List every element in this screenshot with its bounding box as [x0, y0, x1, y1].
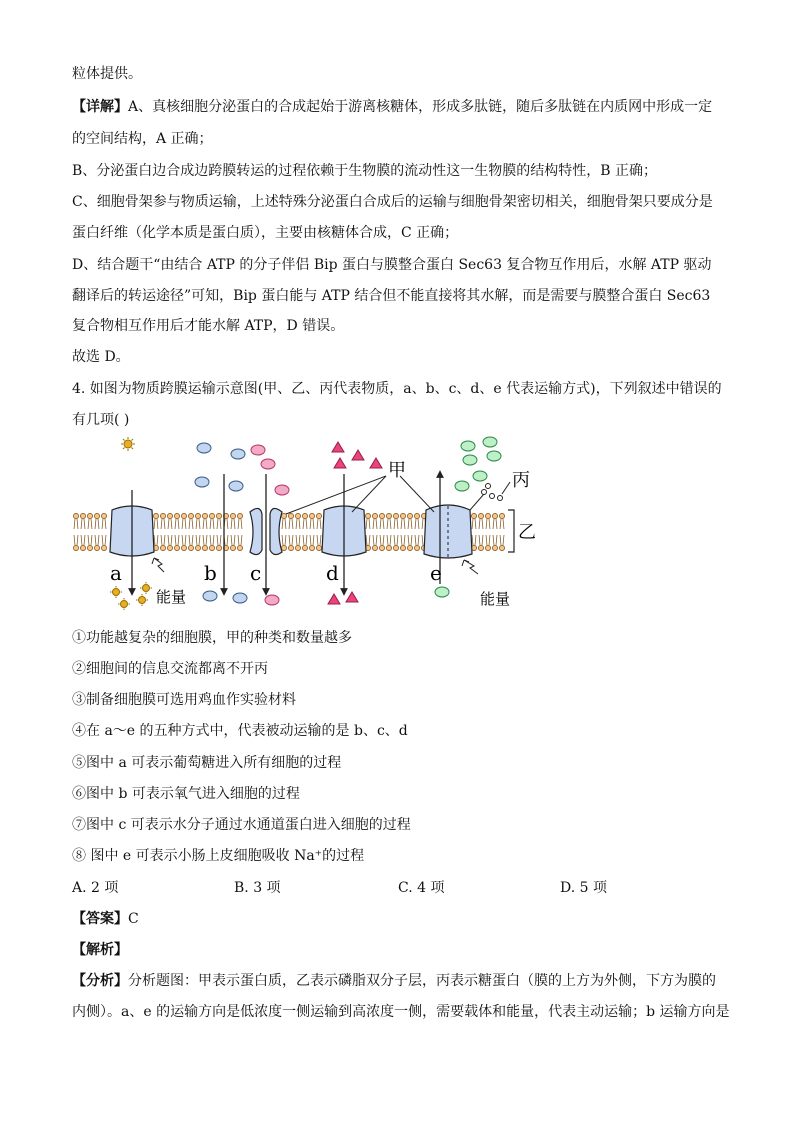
- text-line: B、分泌蛋白边合成边跨膜转运的过程依赖于生物膜的流动性这一生物膜的结构特性，B 正确；: [72, 163, 658, 179]
- detail-paragraph: [72, 97, 724, 117]
- statement-6: ⑥图中 b 可表示氧气进入细胞的过程: [72, 786, 300, 802]
- text-line: C、细胞骨架参与物质运输，上述特殊分泌蛋白合成后的运输与细胞骨架密切相关，细胞骨架只要成分是: [72, 194, 713, 210]
- blue-molecules-outside: [195, 443, 245, 491]
- text-line: 的空间结构，A 正确；: [72, 131, 213, 147]
- question-4-stem-cont: 有几项( ): [72, 412, 130, 428]
- text-line: 复合物相互作用后才能水解 ATP，D 错误。: [72, 318, 345, 334]
- text-line: 粒体提供。: [72, 66, 142, 82]
- pink-molecules-outside: [251, 445, 289, 495]
- statement-2: ②细胞间的信息交流都离不开丙: [72, 661, 268, 677]
- text-line: 故选 D。: [72, 349, 130, 365]
- sun-molecules-outside: [121, 437, 135, 451]
- statement-1: ①功能越复杂的细胞膜，甲的种类和数量越多: [72, 630, 352, 646]
- option-b[interactable]: B. 3 项: [234, 880, 281, 896]
- bilayer-bracket: [508, 510, 514, 552]
- option-c[interactable]: C. 4 项: [398, 880, 445, 896]
- text-line: 翻译后的转运途径”可知，Bip 蛋白能与 ATP 结合但不能直接将其水解，而是需要与膜整合蛋白 Sec63: [72, 288, 711, 304]
- answer-line: [72, 909, 724, 929]
- text-span: A、真核细胞分泌蛋白的合成起始于游离核糖体，形成多肽链，随后多肽链在内质网中形成一定: [128, 99, 713, 115]
- statement-7: ⑦图中 c 可表示水分子通过水通道蛋白进入细胞的过程: [72, 817, 411, 833]
- glycoprotein: [470, 482, 510, 510]
- energy-bolt-left: [154, 558, 164, 572]
- triangle-molecules-inside: [328, 592, 358, 604]
- green-molecules-inside: [435, 587, 449, 597]
- answer-options: [72, 877, 724, 897]
- label-a: a: [110, 561, 122, 585]
- text-line: D、结合题干“由结合 ATP 的分子伴侣 Bip 蛋白与膜整合蛋白 Sec63 复合物互作用后，水解 ATP 驱动: [72, 257, 712, 273]
- label-e: e: [430, 561, 442, 585]
- text-line: 内侧）。a、e 的运输方向是低浓度一侧运输到高浓度一侧，需要载体和能量，代表主动运输；b 运输方向是: [72, 1004, 730, 1020]
- statement-3: ③制备细胞膜可选用鸡血作实验材料: [72, 692, 296, 708]
- label-bing: 丙: [512, 470, 530, 491]
- sun-molecules-inside: [110, 582, 152, 610]
- detail-tag: 【详解】: [72, 99, 128, 115]
- label-c: c: [250, 561, 262, 585]
- text-span: 分析题图：甲表示蛋白质，乙表示磷脂双分子层，丙表示糖蛋白（膜的上方为外侧，下方为膜的: [128, 973, 716, 989]
- green-molecules-outside: [455, 437, 501, 491]
- membrane-transport-diagram: [70, 432, 550, 612]
- analysis-tag: 【解析】: [72, 942, 128, 958]
- label-d: d: [326, 561, 339, 585]
- answer-tag: 【答案】: [72, 911, 128, 927]
- blue-molecules-inside: [203, 591, 247, 603]
- energy-label-left: 能量: [156, 588, 187, 606]
- statement-5: ⑤图中 a 可表示葡萄糖进入所有细胞的过程: [72, 755, 342, 771]
- triangle-molecules-outside: [332, 442, 382, 468]
- label-jia: 甲: [388, 460, 406, 481]
- statement-4: ④在 a～e 的五种方式中，代表被动运输的是 b、c、d: [72, 723, 408, 739]
- analysis-paragraph: [72, 971, 724, 991]
- option-d[interactable]: D. 5 项: [560, 880, 607, 896]
- option-a[interactable]: A. 2 项: [72, 880, 119, 896]
- analysis-sub-tag: 【分析】: [72, 973, 128, 989]
- text-line: 蛋白纤维（化学本质是蛋白质），主要由核糖体合成，C 正确；: [72, 225, 459, 241]
- label-yi: 乙: [518, 522, 536, 543]
- energy-label-right: 能量: [480, 590, 511, 608]
- energy-bolt-right: [464, 560, 478, 574]
- question-4-stem: 4. 如图为物质跨膜运输示意图(甲、乙、丙代表物质，a、b、c、d、e 代表运输方式)，下列叙述中错误的: [72, 381, 722, 397]
- answer-value: C: [128, 911, 139, 927]
- label-b: b: [204, 561, 217, 585]
- pink-molecules-inside: [265, 595, 279, 605]
- statement-8: ⑧ 图中 e 可表示小肠上皮细胞吸收 Na⁺的过程: [72, 848, 365, 864]
